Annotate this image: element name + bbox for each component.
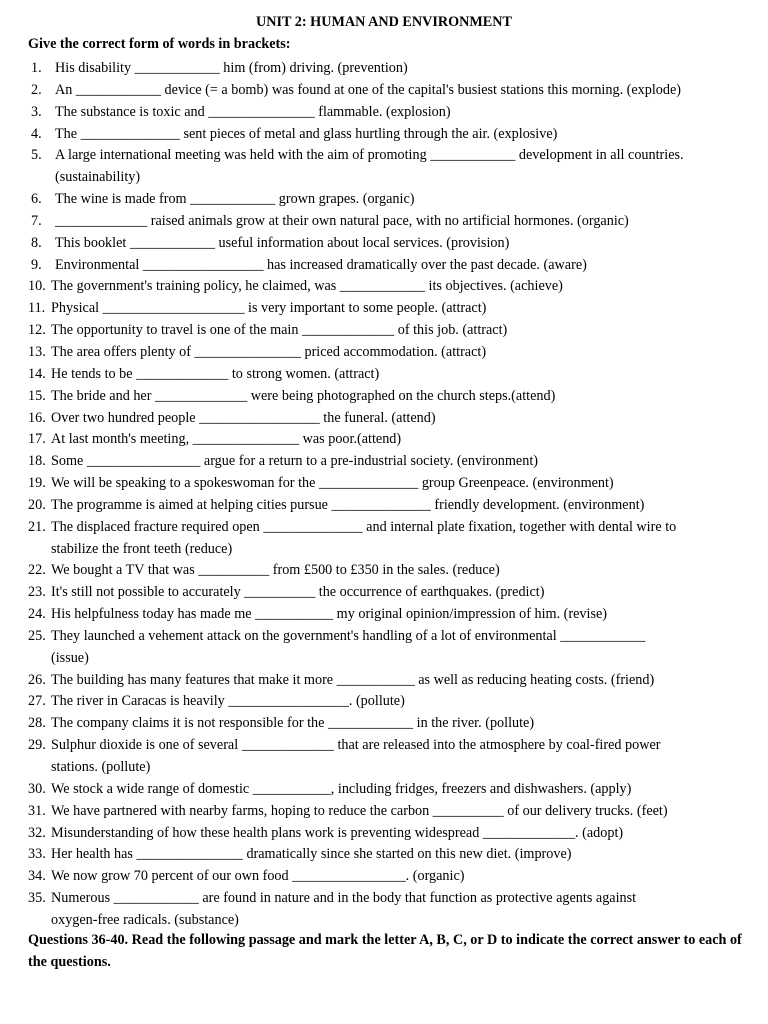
item-text-line: This booklet ____________ useful information about local services. (provision) [55,234,510,251]
item-text-line: (issue) [51,649,89,666]
item-text-line: His disability ____________ him (from) driving. (prevention) [55,60,408,76]
item-number: 30. [28,780,46,797]
item-number: 32. [28,824,46,841]
exercise-item [28,408,744,430]
exercise-item [28,670,744,692]
exercise-item [28,429,744,451]
item-text-line: The substance is toxic and _______________ flammable. (explosion) [55,103,451,120]
item-text-line: We now grow 70 percent of our own food ________________. (organic) [51,868,465,885]
item-number: 35. [28,890,46,907]
exercise-item [28,604,744,626]
item-number: 23. [28,584,46,601]
exercise-item [28,691,744,713]
item-text-line: The wine is made from ____________ grown grapes. (organic) [55,191,415,208]
item-number: 7. [31,212,42,229]
exercise-item [28,779,744,801]
exercise-item [28,866,744,888]
exercise-list [28,58,744,932]
page-title: UNIT 2: HUMAN AND ENVIRONMENT [256,14,512,30]
item-number: 12. [28,322,46,339]
item-text-line: An ____________ device (= a bomb) was found at one of the capital's busiest stations this morning. (explode) [55,81,682,98]
exercise-item [28,255,744,277]
item-text-line: The company claims it is not responsible for the ____________ in the river. (pollute) [51,715,535,732]
exercise-item [28,888,744,932]
item-number: 33. [28,846,46,863]
exercise-item [28,495,744,517]
exercise-item [28,801,744,823]
item-number: 4. [31,125,42,142]
item-text-line: Over two hundred people _________________ the funeral. (attend) [51,409,436,426]
exercise-item [28,58,744,80]
item-text-line: We bought a TV that was __________ from £500 to £350 in the sales. (reduce) [51,562,500,579]
item-number: 31. [28,802,46,819]
exercise-item [28,102,744,124]
item-number: 22. [28,562,46,579]
item-text-line: Her health has _______________ dramatically since she started on this new diet. (improve) [51,846,572,863]
item-text-line: We will be speaking to a spokeswoman for the ______________ group Greenpeace. (environment) [51,475,614,492]
item-number: 19. [28,475,46,492]
item-text-line: The programme is aimed at helping cities pursue ______________ friendly development. (environment) [51,496,645,513]
exercise-item [28,517,744,561]
item-text-line: A large international meeting was held with the aim of promoting ____________ development in all countries. [55,147,684,164]
item-text-line: We have partnered with nearby farms, hoping to reduce the carbon __________ of our delivery trucks. (feet) [51,802,668,819]
exercise-item [28,713,744,735]
item-number: 16. [28,409,46,426]
item-text-line: Some ________________ argue for a return to a pre-industrial society. (environment) [51,453,538,470]
item-text-line: The displaced fracture required open ______________ and internal plate fixation, together with dental wire to [51,518,677,535]
exercise-item [28,473,744,495]
item-text-line: Environmental _________________ has increased dramatically over the past decade. (aware) [55,256,587,273]
item-number: 14. [28,365,46,382]
exercise-item [28,735,744,779]
item-number: 21. [28,518,46,535]
exercise-item [28,386,744,408]
exercise-item [28,364,744,386]
item-number: 29. [28,737,46,754]
item-number: 8. [31,234,42,251]
exercise-item [28,189,744,211]
item-number: 26. [28,671,46,688]
item-text-line: The area offers plenty of _______________ priced accommodation. (attract) [51,343,487,360]
exercise-item [28,560,744,582]
item-text-line: The ______________ sent pieces of metal and glass hurtling through the air. (explosive) [55,125,558,142]
exercise-item [28,233,744,255]
item-text-line: stations. (pollute) [51,759,151,775]
item-text-line: The river in Caracas is heavily _________________. (pollute) [51,693,405,710]
item-text-line: It's still not possible to accurately __________ the occurrence of earthquakes. (predict) [51,584,545,601]
item-number: 34. [28,868,46,885]
item-text-line: Physical ____________________ is very important to some people. (attract) [51,300,487,317]
questions-instruction: Questions 36-40. Read the following passage and mark the letter A, B, C, or D to indicate the correct answer to each of the questions. [28,932,742,970]
exercise-item [28,582,744,604]
item-text-line: Numerous ____________ are found in nature and in the body that function as protective agents against [51,890,637,907]
exercise-item [28,342,744,364]
item-number: 27. [28,693,46,710]
item-number: 1. [31,60,42,76]
item-number: 5. [31,147,42,164]
item-number: 10. [28,278,46,295]
item-text-line: Misunderstanding of how these health plans work is preventing widespread _____________. (adopt) [51,824,624,841]
item-number: 18. [28,453,46,470]
item-text-line: Sulphur dioxide is one of several _____________ that are released into the atmosphere by coal-fired power [51,737,661,754]
item-number: 15. [28,387,46,404]
exercise-item [28,145,744,189]
item-number: 28. [28,715,46,732]
item-text-line: stabilize the front teeth (reduce) [51,540,233,557]
item-text-line: (sustainability) [55,169,141,186]
item-number: 17. [28,431,46,448]
exercise-item [28,823,744,845]
item-text-line: The bride and her _____________ were being photographed on the church steps.(attend) [51,387,556,404]
exercise-item [28,211,744,233]
exercise-item [28,124,744,146]
item-number: 6. [31,191,42,208]
item-text-line: The government's training policy, he claimed, was ____________ its objectives. (achieve) [51,278,563,295]
exercise-item [28,451,744,473]
exercise-item [28,298,744,320]
item-number: 13. [28,343,46,360]
item-number: 24. [28,606,46,623]
item-text-line: They launched a vehement attack on the government's handling of a lot of environmental ____________ [51,627,646,644]
item-number: 11. [28,300,46,317]
item-text-line: The building has many features that make it more ___________ as well as reducing heating costs. (friend) [51,671,655,688]
item-text-line: At last month's meeting, _______________ was poor.(attend) [51,431,402,448]
exercise-item [28,276,744,298]
item-number: 20. [28,496,46,513]
exercise-item [28,626,744,670]
item-text-line: His helpfulness today has made me ___________ my original opinion/impression of him. (revise) [51,606,607,623]
item-text-line: _____________ raised animals grow at their own natural pace, with no artificial hormones. (organic) [55,212,629,229]
item-number: 25. [28,627,46,644]
item-number: 9. [31,256,42,273]
exercise-item [28,844,744,866]
item-text-line: He tends to be _____________ to strong women. (attract) [51,365,380,382]
exercise-item [28,320,744,342]
item-text-line: We stock a wide range of domestic ___________, including fridges, freezers and dishwashers. (apply) [51,780,632,797]
instruction-heading: Give the correct form of words in brackets: [28,36,291,52]
item-number: 2. [31,81,42,98]
item-text-line: oxygen-free radicals. (substance) [51,911,239,928]
item-text-line: The opportunity to travel is one of the main _____________ of this job. (attract) [51,322,508,339]
item-number: 3. [31,103,42,120]
exercise-item [28,80,744,102]
